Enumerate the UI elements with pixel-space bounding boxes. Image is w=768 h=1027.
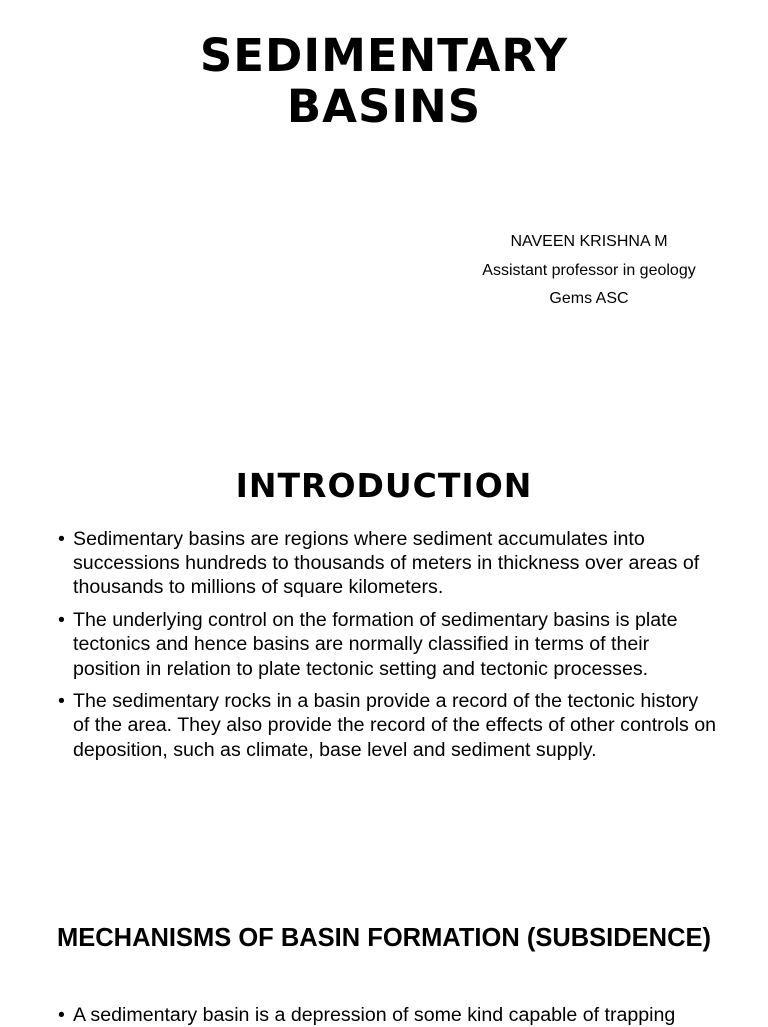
list-item [58,1003,738,1027]
title-line-1: SEDIMENTARY [199,29,569,82]
bullet-icon: • [58,528,65,550]
author-institution: Gems ASC [549,290,629,307]
bullet-text: The sedimentary rocks in a basin provide a record of the tectonic history of the area. They also provide the record of the effects of other controls on deposition, such as climate, base level and sediment supply. [73,690,716,761]
bullet-icon: • [58,690,65,713]
bullet-text: A sedimentary basin is a depression of some kind capable of trapping [73,1004,676,1026]
bullet-text: The underlying control on the formation of sedimentary basins is plate tectonics and hence basins are normally classified in terms of their position in relation to plate tectonic setting and tectonic processes. [73,609,678,680]
mechanisms-bullet-list [58,1003,738,1027]
introduction-bullet-list [58,527,718,770]
author-position: Assistant professor in geology [482,261,696,279]
introduction-slide [0,420,768,900]
list-item [58,527,718,600]
list-item [58,608,718,681]
presentation-title [0,30,768,132]
author-name: NAVEEN KRISHNA M [510,233,668,250]
author-block [450,228,728,314]
bullet-icon: • [58,1004,65,1026]
mechanisms-title: MECHANISMS OF BASIN FORMATION (SUBSIDENCE) [56,924,712,952]
mechanisms-slide [0,900,768,1024]
introduction-title: INTRODUCTION [235,466,533,505]
title-slide [0,0,768,420]
title-line-2: BASINS [286,80,482,133]
list-item [58,689,718,762]
bullet-icon: • [58,609,65,632]
bullet-text: Sedimentary basins are regions where sediment accumulates into successions hundreds to thousands of meters in thickness over areas of thousands to millions of square kilometers. [73,528,700,599]
